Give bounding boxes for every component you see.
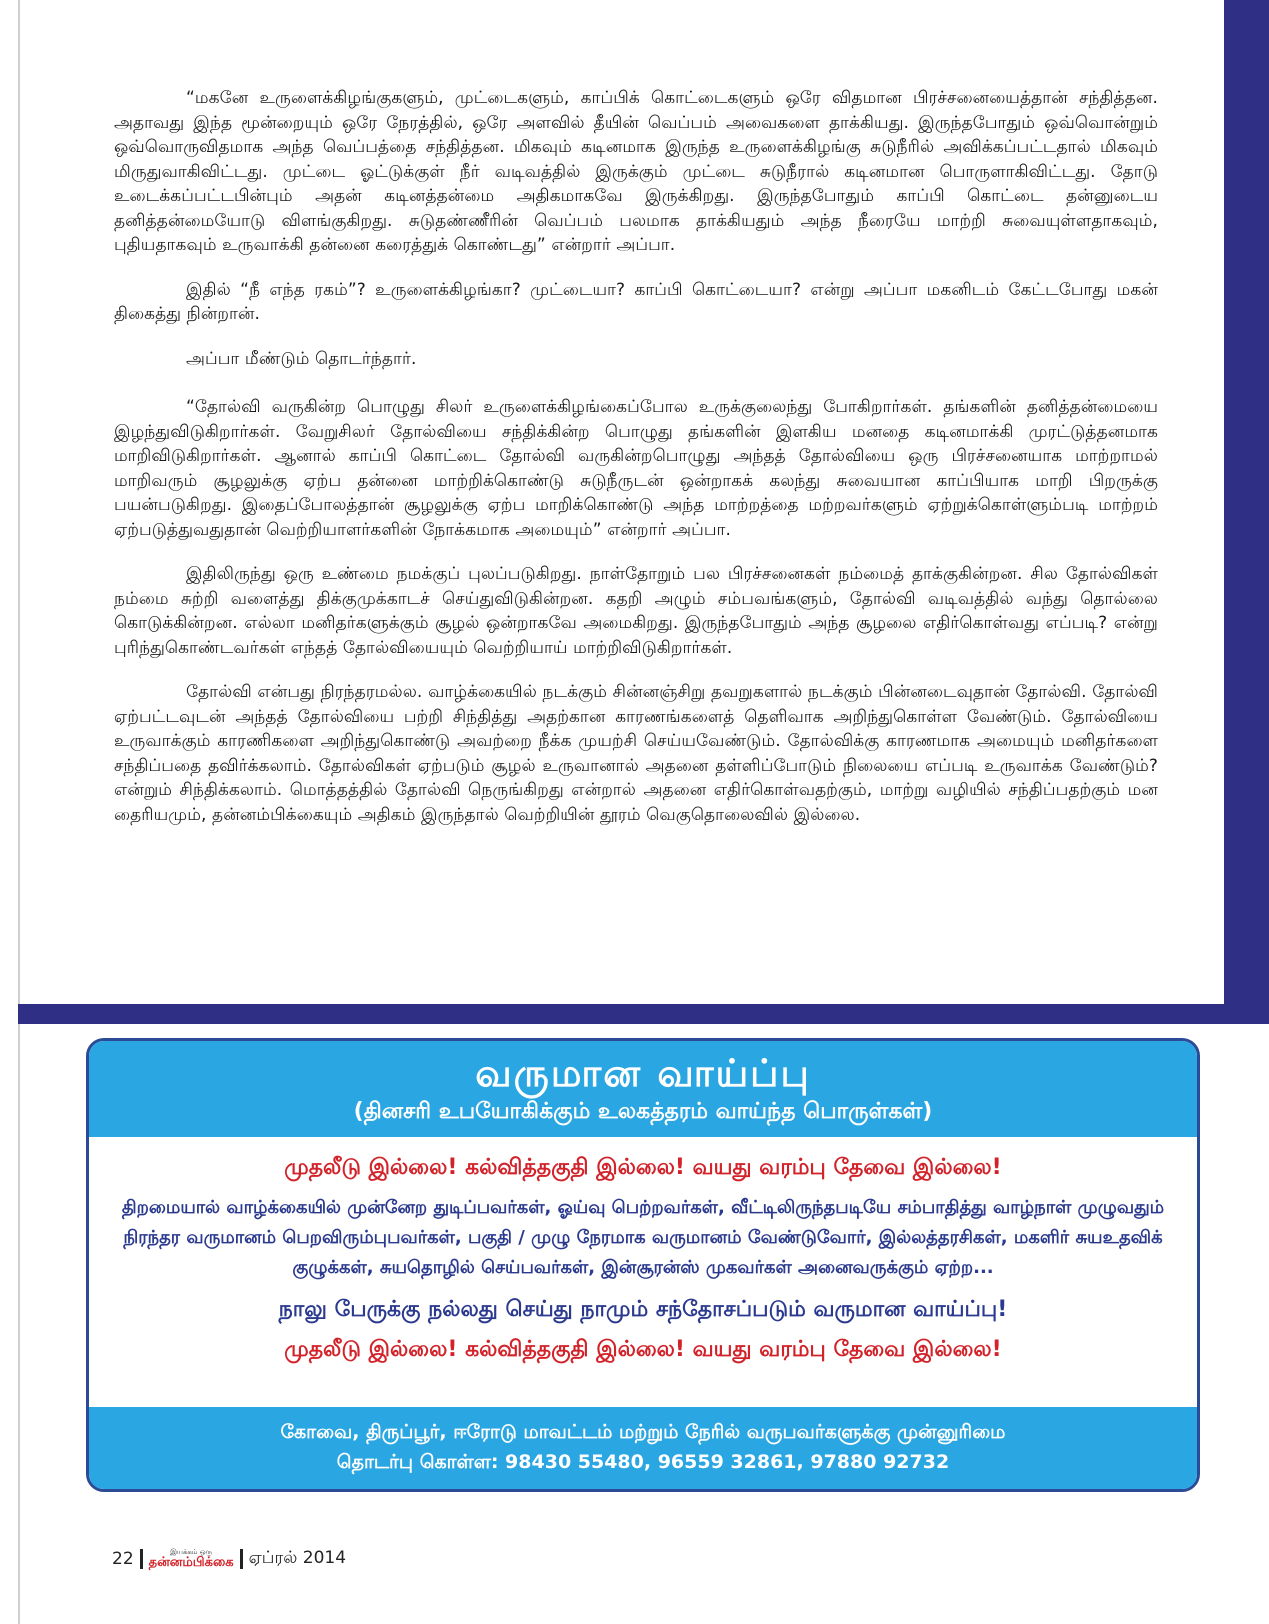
page-right-accent-bar	[1224, 0, 1269, 1024]
ad-tagline: நாலு பேருக்கு நல்லது செய்து நாமும் சந்தோசப்படும் வருமான வாய்ப்பு!	[278, 1297, 1008, 1322]
article-body	[114, 86, 1158, 847]
ad-title: வருமான வாய்ப்பு	[475, 1051, 811, 1095]
page-footer	[112, 1548, 346, 1570]
ad-priority-note: கோவை, திருப்பூர், ஈரோடு மாவட்டம் மற்றும் நேரில் வருபவர்களுக்கு முன்னுரிமை	[280, 1421, 1006, 1443]
article-paragraph: இதில் “நீ எந்த ரகம்”? உருளைக்கிழங்கா? முட்டையா? காப்பி கொட்டையா? என்று அப்பா மகனிடம் கேட்டபோது மகன் திகைத்து நின்றான்.	[114, 279, 1158, 324]
ad-phone-numbers: தொடர்பு கொள்ள: 98430 55480, 96559 32861, 97880 92732	[336, 1451, 950, 1473]
article-paragraph: இதிலிருந்து ஒரு உண்மை நமக்குப் புலப்படுகிறது. நாள்தோறும் பல பிரச்சனைகள் நம்மைத் தாக்குகின்றன. சில தோல்விகள் நம்மை சுற்றி வளைத்து திக்குமுக்காடச் செய்துவிடுகின்றன. கதறி அழும் சம்பவங்களும், தோல்வி வடிவத்தில் வந்து தொல்லை கொடுக்கின்றன. எல்லா மனிதர்களுக்கும் சூழல் ஒன்றாகவே அமைகிறது. இருந்தபோதும் அந்த சூழலை எதிர்கொள்வது எப்படி? என்று புரிந்துகொண்டவர்கள் எந்தத் தோல்வியையும் வெற்றியாய் மாற்றிவிடுகிறார்கள்.	[114, 564, 1158, 658]
ad-header	[89, 1041, 1197, 1137]
issue-date: ஏப்ரல் 2014	[248, 1548, 347, 1568]
magazine-logo	[149, 1549, 234, 1569]
article-bottom-band	[18, 1004, 1269, 1024]
footer-separator	[240, 1549, 243, 1569]
article-paragraph: தோல்வி என்பது நிரந்தரமல்ல. வாழ்க்கையில் நடக்கும் சின்னஞ்சிறு தவறுகளால் நடக்கும் பின்னடைவுதான் தோல்வி. தோல்வி ஏற்பட்டவுடன் அந்தத் தோல்வியை பற்றி சிந்தித்து அதற்கான காரணங்களைத் தெளிவாக அறிந்துகொள்ள வேண்டும். தோல்வியை உருவாக்கும் காரணிகளை அறிந்துகொண்டு அவற்றை நீக்க முயற்சி செய்யவேண்டும். தோல்விக்கு காரணமாக அமையும் மனிதர்களை சந்திப்பதை தவிர்க்கலாம். தோல்விகள் ஏற்படும் சூழல் உருவானால் அதனை தள்ளிப்போடும் நிலையை எப்படி உருவாக்க வேண்டும்? என்றும் சிந்திக்கலாம். மொத்தத்தில் தோல்வி நெருங்கிறது என்றால் அதனை எதிர்கொள்வதற்கும், மாற்று வழியில் சந்திப்பதற்கும் மன தைரியமும், தன்னம்பிக்கையும் அதிகம் இருந்தால் வெற்றியின் தூரம் வெகுதொலைவில் இல்லை.	[114, 682, 1158, 825]
article-paragraph: “மகனே உருளைக்கிழங்குகளும், முட்டைகளும், காப்பிக் கொட்டைகளும் ஒரே விதமான பிரச்சனையைத்தான் சந்தித்தன. அதாவது இந்த மூன்றையும் ஒரே நேரத்தில், ஒரே அளவில் தீயின் வெப்பம் அவைகளை தாக்கியது. இருந்தபோதும் ஒவ்வொன்றும் ஒவ்வொருவிதமாக அந்த வெப்பத்தை சந்தித்தன. மிகவும் கடினமாக இருந்த உருளைக்கிழங்கு சுடுநீரில் அவிக்கப்பட்டதால் மிகவும் மிருதுவாகிவிட்டது. முட்டை ஓட்டுக்குள் நீர் வடிவத்தில் இருக்கும் முட்டை சுடுநீரால் கடினமான பொருளாகிவிட்டது. தோடு உடைக்கப்பட்டபின்பும் அதன் கடினத்தன்மை அதிகமாகவே இருக்கிறது. இருந்தபோதும் காப்பி கொட்டை தன்னுடைய தனித்தன்மையோடு விளங்குகிறது. சுடுதண்ணீரின் வெப்பம் பலமாக தாக்கியதும் அந்த நீரையே மாற்றி சுவையுள்ளதாகவும், புதியதாகவும் உருவாக்கி தன்னை கரைத்துக் கொண்டது” என்றார் அப்பா.	[114, 88, 1158, 255]
magazine-tagline: இயக்கம் ஒரு	[170, 1548, 213, 1556]
ad-contact-footer	[89, 1407, 1197, 1489]
article-paragraph: அப்பா மீண்டும் தொடர்ந்தார்.	[186, 348, 417, 369]
income-opportunity-advertisement	[86, 1038, 1200, 1492]
page-left-rule	[18, 0, 20, 1624]
ad-highlight-line-repeat: முதலீடு இல்லை! கல்வித்தகுதி இல்லை! வயது வரம்பு தேவை இல்லை!	[284, 1337, 1002, 1362]
page-right-inner-margin	[1214, 0, 1224, 1000]
article-paragraph: “தோல்வி வருகின்ற பொழுது சிலர் உருளைக்கிழங்கைப்போல உருக்குலைந்து போகிறார்கள். தங்களின் தனித்தன்மையை இழந்துவிடுகிறார்கள். வேறுசிலர் தோல்வியை சந்திக்கின்ற பொழுது தங்களின் இளகிய மனதை கடினமாக்கி முரட்டுத்தனமாக மாறிவிடுகிறார்கள். ஆனால் காப்பி கொட்டை தோல்வி வருகின்றபொழுது அந்தத் தோல்வியை ஒரு பிரச்சனையாக மாற்றாமல் மாறிவரும் சூழலுக்கு ஏற்ப தன்னை மாற்றிக்கொண்டு சுடுநீருடன் ஒன்றாகக் கலந்து சுவையான காப்பியாக மாறி பிறருக்கு பயன்படுகிறது. இதைப்போலத்தான் சூழலுக்கு ஏற்ப மாறிக்கொண்டு அந்த மாற்றத்தை மற்றவர்களும் ஏற்றுக்கொள்ளும்படி மாற்றம் ஏற்படுத்துவதுதான் வெற்றியாளர்களின் நோக்கமாக அமையும்” என்றார் அப்பா.	[114, 397, 1158, 540]
footer-separator	[140, 1549, 143, 1569]
magazine-name: தன்னம்பிக்கை	[148, 1555, 234, 1570]
ad-description: திறமையால் வாழ்க்கையில் முன்னேற துடிப்பவர்கள், ஓய்வு பெற்றவர்கள், வீட்டிலிருந்தபடியே சம்பாதித்து வாழ்நாள் முழுவதும் நிரந்தர வருமானம் பெறவிரும்புபவர்கள், பகுதி / முழு நேரமாக வருமானம் வேண்டுவோர், இல்லத்தரசிகள், மகளிர் சுயஉதவிக் குழுக்கள், சுயதொழில் செய்பவர்கள், இன்சூரன்ஸ் முகவர்கள் அனைவருக்கும் ஏற்ற...	[121, 1197, 1165, 1278]
ad-subtitle: (தினசரி உபயோகிக்கும் உலகத்தரம் வாய்ந்த பொருள்கள்)	[353, 1099, 933, 1124]
ad-highlight-line: முதலீடு இல்லை! கல்வித்தகுதி இல்லை! வயது வரம்பு தேவை இல்லை!	[284, 1155, 1002, 1180]
page-number: 22	[112, 1549, 134, 1569]
ad-body	[89, 1137, 1197, 1367]
